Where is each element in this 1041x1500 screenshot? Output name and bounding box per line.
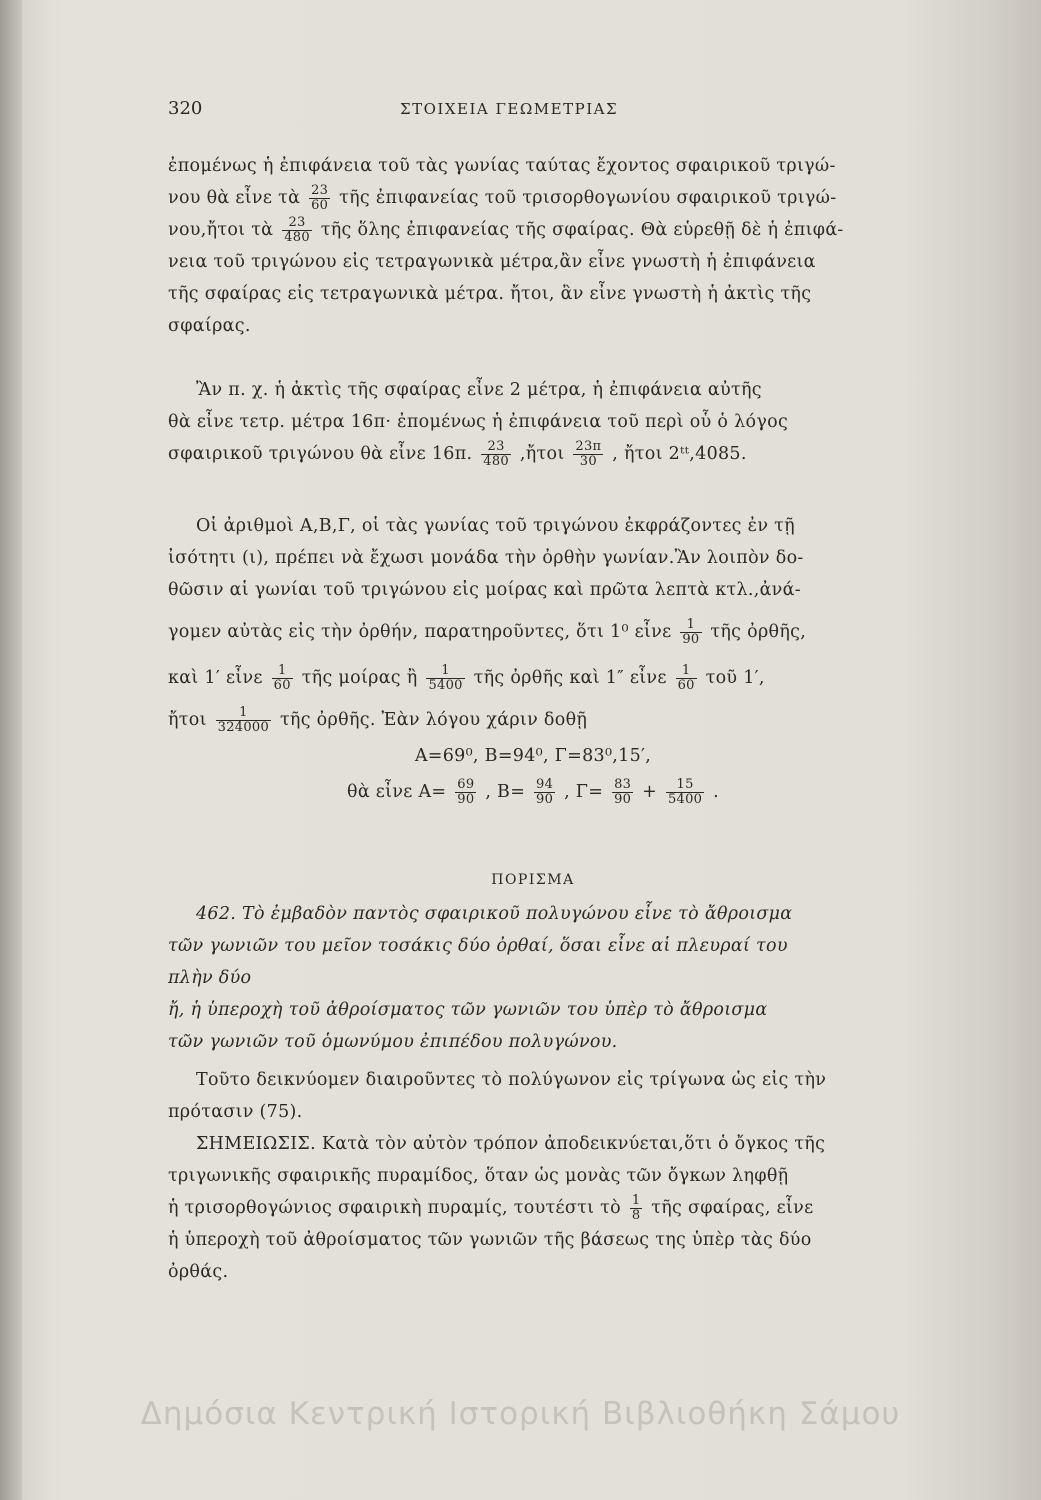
text-span: .: [713, 782, 720, 802]
denominator: 90: [682, 632, 700, 647]
equation-fractions: [168, 776, 898, 808]
text-span: , ἤτοι 2ᵗᵗ,4085.: [612, 444, 747, 464]
numerator: 1: [676, 664, 697, 679]
denominator: 5400: [667, 792, 703, 807]
numerator: 1: [631, 1193, 641, 1208]
fraction: [676, 664, 697, 693]
text-line-with-fraction: [168, 214, 898, 246]
text-line: πρότασιν (75).: [168, 1102, 303, 1122]
fraction: [272, 664, 293, 693]
page-number: 320: [168, 98, 203, 119]
fraction: [216, 706, 271, 735]
fraction: [630, 1194, 643, 1223]
numerator: 23: [481, 440, 511, 455]
denominator: 60: [311, 198, 329, 213]
text-line: ὀρθάς.: [168, 1262, 229, 1282]
fraction: [573, 440, 603, 469]
numerator: 15: [666, 778, 704, 793]
denominator: 480: [483, 454, 509, 469]
running-header: [168, 98, 898, 128]
text-line: σφαίρας.: [168, 316, 251, 336]
text-line: Ἂν π. χ. ἡ ἀκτὶς τῆς σφαίρας εἶνε 2 μέτρα, ἡ ἐπιφάνεια αὐτῆς: [196, 380, 762, 400]
library-watermark: Δημόσια Κεντρική Ιστορική Βιβλιοθήκη Σάμου: [140, 1396, 901, 1432]
text-line: θῶσιν αἱ γωνίαι τοῦ τριγώνου εἰς μοίρας καὶ πρῶτα λεπτὰ κτλ.,ἀνά-: [168, 580, 801, 600]
text-line-with-fraction: [168, 1192, 898, 1224]
text-line: 462. Τὸ ἐμβαδὸν παντὸς σφαιρικοῦ πολυγώνου εἶνε τὸ ἄθροισμα: [196, 904, 793, 924]
text-span: τῆς μοίρας ἢ: [301, 668, 418, 688]
book-spine-shadow: [0, 0, 22, 1500]
corollary-paragraph: [168, 898, 898, 1058]
text-line: τριγωνικῆς σφαιρικῆς πυραμίδος, ὅταν ὡς μονὰς τῶν ὄγκων ληφθῇ: [168, 1166, 789, 1186]
denominator: 324000: [217, 720, 270, 735]
text-span: νου,ἤτοι τὰ: [168, 220, 274, 240]
denominator: 480: [284, 230, 310, 245]
text-span: καὶ 1′ εἶνε: [168, 668, 263, 688]
text-span: τῆς ὀρθῆς καὶ 1″ εἶνε: [473, 668, 667, 688]
numerator: 23π: [575, 439, 602, 454]
paragraph-1: [168, 150, 898, 342]
text-span: τῆς σφαίρας, εἶνε: [651, 1198, 814, 1218]
text-line-with-fraction: [168, 438, 898, 470]
text-line-with-fraction: [168, 182, 898, 214]
numerator: 1: [272, 664, 293, 679]
text-line: τῆς σφαίρας εἰς τετραγωνικὰ μέτρα. ἤτοι, ἂν εἶνε γνωστὴ ἡ ἀκτὶς τῆς: [168, 284, 812, 304]
text-span: τῆς ὀρθῆς,: [710, 622, 807, 642]
text-span: ἡ τρισορθογώνιος σφαιρικὴ πυραμίς, τουτέστι τὸ: [168, 1198, 621, 1218]
numerator: 1: [216, 706, 271, 721]
text-line: τῶν γωνιῶν τοῦ ὁμωνύμου ἐπιπέδου πολυγώνου.: [168, 1032, 618, 1052]
text-span: τῆς ὅλης ἐπιφανείας τῆς σφαίρας. Θὰ εὑρεθῇ δὲ ἡ ἐπιφά-: [320, 220, 844, 240]
numerator: 1: [426, 664, 464, 679]
fraction: [534, 778, 555, 807]
equation-angles: Α=69⁰, Β=94⁰, Γ=83⁰,15′,: [414, 746, 652, 766]
text-line: ἐπομένως ἡ ἐπιφάνεια τοῦ τὰς γωνίας ταύτας ἔχοντος σφαιρικοῦ τριγώ-: [168, 156, 836, 176]
denominator: 90: [614, 792, 632, 807]
denominator: 30: [579, 454, 597, 469]
paragraph-2: [168, 374, 898, 470]
text-span: , Γ=: [564, 782, 604, 802]
text-span: ἤτοι: [168, 710, 207, 730]
text-line: ἤ, ἡ ὑπεροχὴ τοῦ ἀθροίσματος τῶν γωνιῶν του ὑπὲρ τὸ ἄθροισμα: [168, 1000, 768, 1020]
denominator: 5400: [428, 678, 463, 693]
text-line: θὰ εἶνε τετρ. μέτρα 16π· ἐπομένως ἡ ἐπιφάνεια τοῦ περὶ οὗ ὁ λόγος: [168, 412, 789, 432]
fraction: [426, 664, 464, 693]
text-span: τῆς ὀρθῆς. Ἐὰν λόγου χάριν δοθῇ: [279, 710, 588, 730]
running-title: ΣΤΟΙΧΕΙΑ ΓΕΩΜΕΤΡΙΑΣ: [400, 100, 619, 118]
text-span: τῆς ἐπιφανείας τοῦ τρισορθογωνίου σφαιρικοῦ τριγώ-: [339, 188, 837, 208]
text-line: ΣΗΜΕΙΩΣΙΣ. Κατὰ τὸν αὐτὸν τρόπον ἀποδεικνύεται,ὅτι ὁ ὄγκος τῆς: [196, 1134, 826, 1154]
denominator: 90: [457, 792, 475, 807]
numerator: 23: [311, 183, 329, 198]
text-span: , Β=: [485, 782, 526, 802]
text-line: ἰσότητι (ι), πρέπει νὰ ἔχωσι μονάδα τὴν ὀρθὴν γωνίαν.Ἂν λοιπὸν δο-: [168, 548, 804, 568]
numerator: 94: [536, 777, 554, 792]
numerator: 83: [614, 777, 632, 792]
denominator: 60: [273, 678, 291, 693]
section-heading: ΠΟΡΙΣΜΑ: [491, 872, 575, 888]
text-line-with-fraction: [168, 616, 898, 648]
text-line: νεια τοῦ τριγώνου εἰς τετραγωνικὰ μέτρα,ἂν εἶνε γνωστὴ ἡ ἐπιφάνεια: [168, 252, 816, 272]
fraction: [612, 778, 633, 807]
denominator: 90: [536, 792, 554, 807]
text-span: γομεν αὐτὰς εἰς τὴν ὀρθήν, παρατηροῦντες, ὅτι 1⁰ εἶνε: [168, 622, 672, 642]
text-line: Τοῦτο δεικνύομεν διαιροῦντες τὸ πολύγωνον εἰς τρίγωνα ὡς εἰς τὴν: [196, 1070, 827, 1090]
text-span: ,ἤτοι: [519, 444, 565, 464]
text-span: νου θὰ εἶνε τὰ: [168, 188, 301, 208]
numerator: 69: [457, 777, 475, 792]
text-line: πλὴν δύο: [168, 968, 252, 988]
fraction: [680, 618, 701, 647]
text-line: τῶν γωνιῶν του μεῖον τοσάκις δύο ὀρθαί, ὅσαι εἶνε αἱ πλευραί του: [168, 936, 788, 956]
fraction: [481, 440, 511, 469]
numerator: 23: [282, 216, 312, 231]
text-line: Οἱ ἀριθμοὶ Α,Β,Γ, οἱ τὰς γωνίας τοῦ τριγώνου ἐκφράζοντες ἐν τῇ: [196, 516, 795, 536]
text-line-with-fraction: [168, 662, 898, 694]
fraction: [309, 184, 330, 213]
numerator: 1: [680, 618, 701, 633]
text-line-with-fraction: [168, 704, 898, 736]
paragraph-3: [168, 510, 898, 808]
proof-paragraph: [168, 1064, 898, 1128]
text-span: θὰ εἶνε Α=: [346, 782, 447, 802]
denominator: 8: [631, 1208, 641, 1223]
fraction: [455, 778, 476, 807]
text-span: σφαιρικοῦ τριγώνου θὰ εἶνε 16π.: [168, 444, 473, 464]
text-span: +: [642, 782, 658, 802]
fraction: [666, 778, 704, 807]
denominator: 60: [677, 678, 695, 693]
text-span: τοῦ 1′,: [705, 668, 765, 688]
text-line: ἡ ὑπεροχὴ τοῦ ἀθροίσματος τῶν γωνιῶν τῆς βάσεως της ὑπὲρ τὰς δύο: [168, 1230, 812, 1250]
note-paragraph: [168, 1128, 898, 1288]
fraction: [282, 216, 312, 245]
